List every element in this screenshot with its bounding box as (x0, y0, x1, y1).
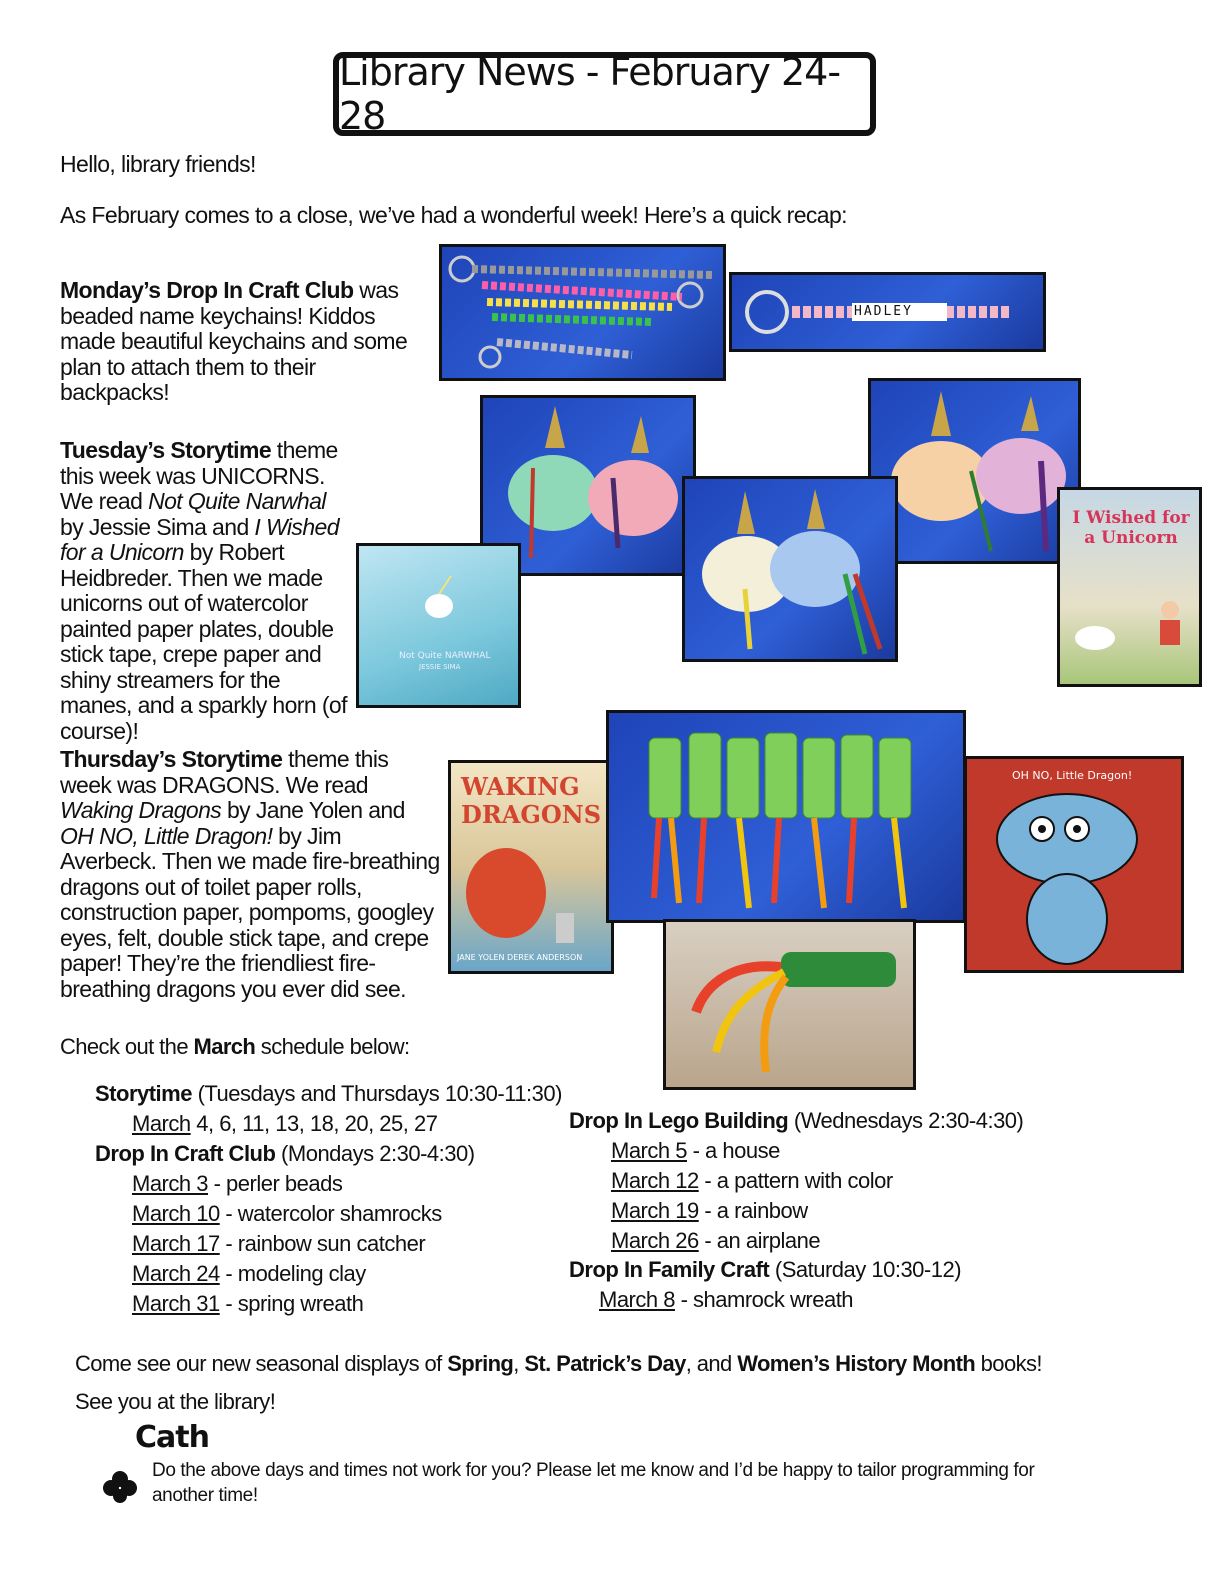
unicorn-photo-2 (868, 378, 1081, 564)
not-quite-narwhal-cover (356, 543, 521, 708)
waking-dragons-authors: JANE YOLEN DEREK ANDERSON (457, 953, 583, 962)
keychains-photo (439, 244, 726, 381)
event-desc: - shamrock wreath (674, 1287, 854, 1312)
lego-hours: (Wednesdays 2:30-4:30) (788, 1108, 1024, 1133)
unicorn-craft-illustration-3 (685, 479, 895, 659)
event-date: March 3 (132, 1171, 208, 1196)
list-item (611, 1138, 780, 1164)
list-item (599, 1287, 853, 1313)
storytime-header (95, 1081, 562, 1107)
dragon-rolls-illustration (609, 713, 963, 920)
family-craft-header (569, 1257, 961, 1283)
event-date: March 19 (611, 1198, 699, 1223)
oh-no-cover-title: OH NO, Little Dragon! (1012, 769, 1133, 782)
waking-dragons-cover (448, 760, 614, 974)
event-date: March 17 (132, 1231, 220, 1256)
displays-line (75, 1351, 1042, 1377)
oh-no-little-dragon-cover (964, 756, 1184, 973)
event-desc: - spring wreath (219, 1291, 364, 1316)
event-desc: - a pattern with color (698, 1168, 893, 1193)
dragon-crafts-photo (606, 710, 966, 923)
monday-heading: Monday’s Drop In Craft Club (60, 277, 354, 303)
signature: Cath (135, 1420, 209, 1455)
tuesday-text-3: by Robert Heidbreder. Then we made unicorns out of watercolor painted paper plates, double stick tape, crepe paper and shiny streamers for the manes, and a sparkly horn (of course)! (60, 539, 347, 744)
narwhal-cover-art (359, 546, 518, 705)
event-desc: - perler beads (207, 1171, 343, 1196)
storytime-hours: (Tuesdays and Thursdays 10:30-11:30) (191, 1081, 562, 1106)
schedule-intro-post: schedule below: (255, 1034, 410, 1059)
list-item (611, 1228, 820, 1254)
tuesday-text-1: theme this week was UNICORNS. We read (60, 437, 338, 514)
list-item (611, 1198, 808, 1224)
intro-text: As February comes to a close, we’ve had a wonderful week! Here’s a quick recap: (60, 202, 847, 228)
greeting: Hello, library friends! (60, 151, 256, 177)
hadley-keychain-photo (729, 272, 1046, 352)
list-item (132, 1171, 342, 1197)
tuesday-book-1: Not Quite Narwhal (148, 488, 326, 514)
newsletter-title-box (333, 52, 876, 136)
narwhal-cover-author: JESSIE SIMA (419, 663, 461, 671)
wished-for-unicorn-cover (1057, 487, 1202, 687)
displays-post: books! (975, 1351, 1042, 1376)
display-st-patricks: St. Patrick’s Day (524, 1351, 686, 1376)
storytime-day-list: 4, 6, 11, 13, 18, 20, 25, 27 (190, 1111, 438, 1136)
displays-pre: Come see our new seasonal displays of (75, 1351, 448, 1376)
narwhal-cover-title: Not Quite NARWHAL (399, 651, 491, 661)
little-dragon-art (967, 759, 1181, 970)
display-spring: Spring (447, 1351, 514, 1376)
list-item (132, 1231, 425, 1257)
lego-header (569, 1108, 1023, 1134)
tuesday-book-2: I Wished for a Unicorn (60, 513, 339, 565)
dragon-held-photo (663, 919, 916, 1090)
unicorn-photo-3 (682, 476, 898, 662)
dragon-held-illustration (666, 922, 913, 1087)
tuesday-text-2: by Jessie Sima and (60, 513, 255, 540)
waking-dragons-title: WAKING DRAGONS (461, 772, 602, 829)
family-craft-hours: (Saturday 10:30-12) (769, 1257, 962, 1282)
shamrock-icon (102, 1470, 138, 1511)
tuesday-paragraph (60, 438, 350, 744)
keychains-illustration (442, 247, 723, 378)
list-item (132, 1261, 366, 1287)
event-date: March 31 (132, 1291, 220, 1316)
list-item (132, 1201, 442, 1227)
monday-paragraph (60, 278, 430, 406)
displays-sep-2: , and (685, 1351, 738, 1376)
event-date: March 5 (611, 1138, 687, 1163)
event-date: March 12 (611, 1168, 699, 1193)
thursday-text-2: by Jane Yolen and (221, 797, 405, 823)
lego-label: Drop In Lego Building (569, 1108, 789, 1133)
craft-club-hours: (Mondays 2:30-4:30) (275, 1141, 475, 1166)
event-date: March 10 (132, 1201, 220, 1226)
schedule-intro-pre: Check out the (60, 1034, 194, 1059)
schedule-intro-month: March (193, 1034, 256, 1059)
displays-sep-1: , (513, 1351, 525, 1376)
newsletter-title: Library News - February 24-28 (339, 50, 841, 138)
unicorn-craft-illustration-2 (871, 381, 1078, 561)
keychain-name: HADLEY (854, 304, 913, 319)
thursday-paragraph (60, 747, 440, 1002)
storytime-month: March (132, 1111, 191, 1136)
event-date: March 24 (132, 1261, 220, 1286)
event-date: March 26 (611, 1228, 699, 1253)
craft-club-label: Drop In Craft Club (95, 1141, 276, 1166)
event-desc: - a house (686, 1138, 780, 1163)
event-desc: - watercolor shamrocks (219, 1201, 442, 1226)
list-item (132, 1291, 363, 1317)
family-craft-label: Drop In Family Craft (569, 1257, 770, 1282)
event-desc: - modeling clay (219, 1261, 366, 1286)
tuesday-heading: Tuesday’s Storytime (60, 437, 272, 463)
thursday-text-3: by Jim Averbeck. Then we made fire-breathing dragons out of toilet paper rolls, construction paper, pompoms, googley eyes, felt, double stick tape, and crepe paper! They’re the friendliest fire-breathing dragons you ever did see. (60, 822, 440, 1002)
event-desc: - rainbow sun catcher (219, 1231, 426, 1256)
display-womens-history: Women’s History Month (737, 1351, 976, 1376)
event-desc: - a rainbow (698, 1198, 808, 1223)
monday-text: was beaded name keychains! Kiddos made beautiful keychains and some plan to attach them to their backpacks! (60, 277, 408, 405)
thursday-text-1: theme this week was DRAGONS. We read (60, 746, 389, 798)
storytime-label: Storytime (95, 1081, 192, 1106)
thursday-book-1: Waking Dragons (60, 797, 222, 823)
event-desc: - an airplane (698, 1228, 821, 1253)
thursday-book-2: OH NO, Little Dragon! (60, 822, 273, 849)
schedule-intro (60, 1034, 410, 1060)
list-item (611, 1168, 893, 1194)
thursday-heading: Thursday’s Storytime (60, 746, 283, 772)
storytime-dates (132, 1111, 437, 1137)
event-date: March 8 (599, 1287, 675, 1312)
closing-line: See you at the library! (75, 1389, 276, 1414)
craft-club-header (95, 1141, 475, 1167)
wished-cover-title: I Wished for a Unicorn (1072, 508, 1190, 548)
footnote: Do the above days and times not work for you? Please let me know and I’d be happy to tailor programming for another time! (152, 1460, 1035, 1506)
